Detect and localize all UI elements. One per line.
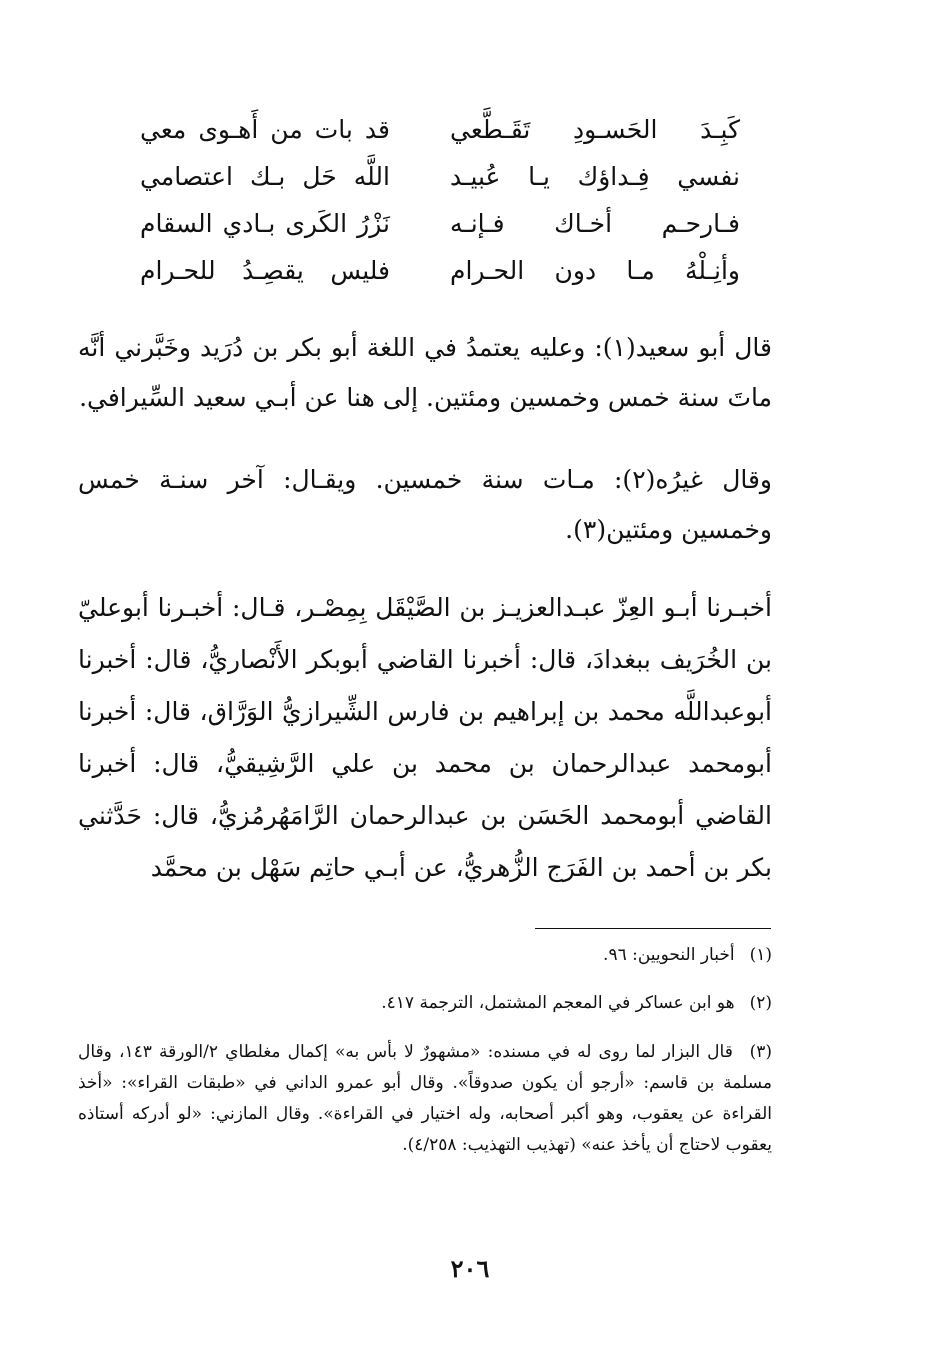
- footnote-text: قال البزار لما روى له في مسنده: «مشهورٌ لا بأس به» إكمال مغلطاي ٢/الورقة ١٤٣، وقال مسلمة بن قاسم: «أرجو أن يكون صدوقاً». وقال أبو عمرو الداني في «طبقات القراء»: «أخذ القراءة عن يعقوب، وهو أكبر أصحابه، وله اختيار في القراءة». وقال المازني: «لو أدركه أستاذه يعقوب لاحتاج أن يأخذ عنه» (تهذيب التهذيب: ٤/٢٥٨).: [78, 1042, 772, 1155]
- footnote-number: (١): [749, 945, 772, 965]
- paragraph-abu-said: قال أبو سعيد(١): وعليه يعتمدُ في اللغة أبو بكر بن دُرَيد وخَبَّرني أنَّه ماتَ سنة خمس وخمسين ومئتين. إلى هنا عن أبـي سعيد السِّيرافي.: [78, 333, 772, 412]
- verse-first-hemistich: كَبِـدَ الحَسـودِ تَقَـطَّعي: [450, 115, 740, 144]
- verse: [130, 247, 740, 294]
- footnote-number: (٢): [749, 993, 772, 1013]
- footnote-3: [78, 1037, 772, 1161]
- footnote-1: [78, 940, 772, 971]
- verse-first-hemistich: نفسي فِـداؤك يـا عُبيـد: [450, 162, 740, 191]
- footnote-text: أخبار النحويين: ٩٦.: [603, 945, 735, 965]
- verse-second-hemistich: فليس يقصِـدُ للحـرام: [140, 256, 390, 285]
- verse-second-hemistich: نَزْرُ الكَرى بـادي السقام: [140, 209, 390, 238]
- paragraph-isnad: أخبـرنا أبـو العِزّ عبـدالعزيـز بن الصَّيْقَل بِمِصْـر، قـال: أخبـرنا أبوعليّ بن الخُرَيف ببغدادَ، قال: أخبرنا القاضي أبوبكر الأَنْصاريُّ، قال: أخبرنا أبوعبداللَّه محمد بن إبراهيم بن فارس الشِّيرازيُّ الوَرَّاق، قال: أخبرنا أبومحمد عبدالرحمان بن محمد بن علي الرَّشِيقيُّ، قال: أخبرنا القاضي أبومحمد الحَسَن بن عبدالرحمان الرَّامَهُرمُزيُّ، قال: حَدَّثني بكر بن أحمد بن الفَرَج الزُّهريُّ، عن أبـي حاتِم سَهْل بن محمَّد: [78, 593, 772, 882]
- verse-second-hemistich: اللَّه حَل بـك اعتصامي: [140, 162, 390, 191]
- paragraph-death-date: وقال غيرُه(٢): مـات سنة خمسين. ويقـال: آخر سنـة خمس وخمسين ومئتين(٣).: [78, 465, 772, 544]
- verse: [130, 153, 740, 200]
- poem: [130, 106, 740, 294]
- footnote-separator: [535, 928, 771, 929]
- verse: [130, 106, 740, 153]
- footnote-text: هو ابن عساكر في المعجم المشتمل، الترجمة ٤١٧.: [381, 993, 735, 1013]
- verse-first-hemistich: وأنِـلْهُ مـا دون الحـرام: [450, 256, 740, 285]
- verse: [130, 200, 740, 247]
- verse-first-hemistich: فـارحـم أخـاك فـإنـه: [450, 209, 740, 238]
- footnote-number: (٣): [749, 1042, 772, 1062]
- page-number: ٢٠٦: [450, 1254, 490, 1283]
- footnote-2: [78, 988, 772, 1019]
- verse-second-hemistich: قد بات من أَهـوى معي: [140, 115, 390, 144]
